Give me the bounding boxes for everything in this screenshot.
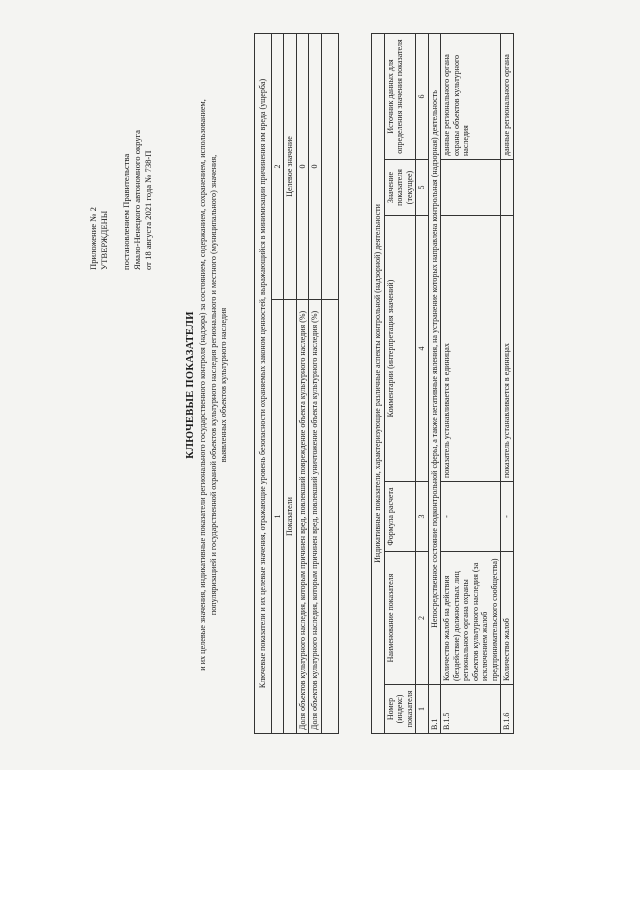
stamp-line: постановлением Правительства: [121, 153, 131, 270]
indicator-comment: показатель устанавливается в единицах: [441, 216, 501, 482]
empty-cell: [321, 300, 338, 734]
approval-stamp: [88, 130, 154, 270]
column-number: 5: [416, 160, 429, 216]
column-header: Источник данных для определения значения показателя: [384, 34, 416, 160]
table-header: Индикативные показатели, характеризующие различные аспекты контрольной (надзорной) деятельности: [372, 34, 385, 734]
indicator-label: Доля объектов культурного наследия, которым причинен вред, повлекший уничтожение объекта культурного наследия (%): [309, 300, 322, 734]
column-header: Формула расчета: [384, 482, 416, 552]
table-row: [296, 34, 309, 734]
column-number: 6: [416, 34, 429, 160]
section-code: В.1: [428, 685, 441, 734]
stamp-line: Приложение № 2: [88, 207, 98, 270]
column-header: Номер (индекс) показателя: [384, 685, 416, 734]
column-number: 1: [416, 685, 429, 734]
column-header: Показатели: [284, 300, 297, 734]
empty-cell: [321, 34, 338, 300]
section-row: [428, 34, 441, 734]
target-value: 0: [309, 34, 322, 300]
key-indicators-table: [254, 33, 339, 734]
column-number: 2: [416, 552, 429, 685]
indicator-source: данные регионального органа: [501, 34, 514, 160]
column-header: Комментарии (интерпретация значений): [384, 216, 416, 482]
document-subtitle: [198, 40, 230, 730]
column-number: 4: [416, 216, 429, 482]
indicator-value: [441, 160, 501, 216]
section-text: Непосредственное состояние подконтрольной сферы, а также негативные явления, на устранение которых направлена контрольная (надзорная) деятельность: [428, 34, 441, 685]
subtitle-line: выявленных объектов культурного наследия: [219, 307, 228, 463]
indicator-source: данные регионального органа охраны объектов культурного наследия: [441, 34, 501, 160]
indicative-indicators-table: [371, 33, 514, 734]
column-header: Целевое значение: [284, 34, 297, 300]
column-header: Наименование показателя: [384, 552, 416, 685]
subtitle-line: и их целевые значения, индикативные показатели регионального государственного контроля (надзора) за состоянием, содержанием, сохранением, использованием,: [198, 99, 207, 671]
indicator-index: В.1.6: [501, 685, 514, 734]
table-row: [501, 34, 514, 734]
target-value: 0: [296, 34, 309, 300]
table-row: [441, 34, 501, 734]
subtitle-line: популяризацией и государственной охраной объектов культурного наследия регионального и местного (муниципального) значения,: [208, 154, 218, 616]
stamp-line: от 18 августа 2021 года № 738-П: [143, 150, 153, 270]
column-number: 1: [271, 300, 284, 734]
blank-area: [0, 770, 640, 905]
stamp-line: УТВЕРЖДЕНЫ: [99, 210, 109, 270]
indicator-label: Доля объектов культурного наследия, которым причинен вред, повлекший повреждение объекта культурного наследия (%): [296, 300, 309, 734]
indicator-value: [501, 160, 514, 216]
indicator-name: Количество жалоб на действия (бездействие) должностных лиц регионального органа охраны объектов культурного наследия (за исключением жалоб предпринимательского сообщества): [441, 552, 501, 685]
indicator-formula: -: [441, 482, 501, 552]
table-row: [309, 34, 322, 734]
indicator-index: В.1.5: [441, 685, 501, 734]
column-number: 3: [416, 482, 429, 552]
indicator-comment: показатель устанавливается в единицах: [501, 216, 514, 482]
indicator-name: Количество жалоб: [501, 552, 514, 685]
table-header: Ключевые показатели и их целевые значения, отражающие уровень безопасности охраняемых законом ценностей, выражающийся в минимизации причинения им вреда (ущерба): [255, 34, 272, 734]
document-title: КЛЮЧЕВЫЕ ПОКАЗАТЕЛИ: [185, 311, 196, 459]
column-number: 2: [271, 34, 284, 300]
indicator-formula: -: [501, 482, 514, 552]
column-header: Значение показателя (текущее): [384, 160, 416, 216]
stamp-line: Ямало-Ненецкого автономного округа: [132, 130, 142, 270]
